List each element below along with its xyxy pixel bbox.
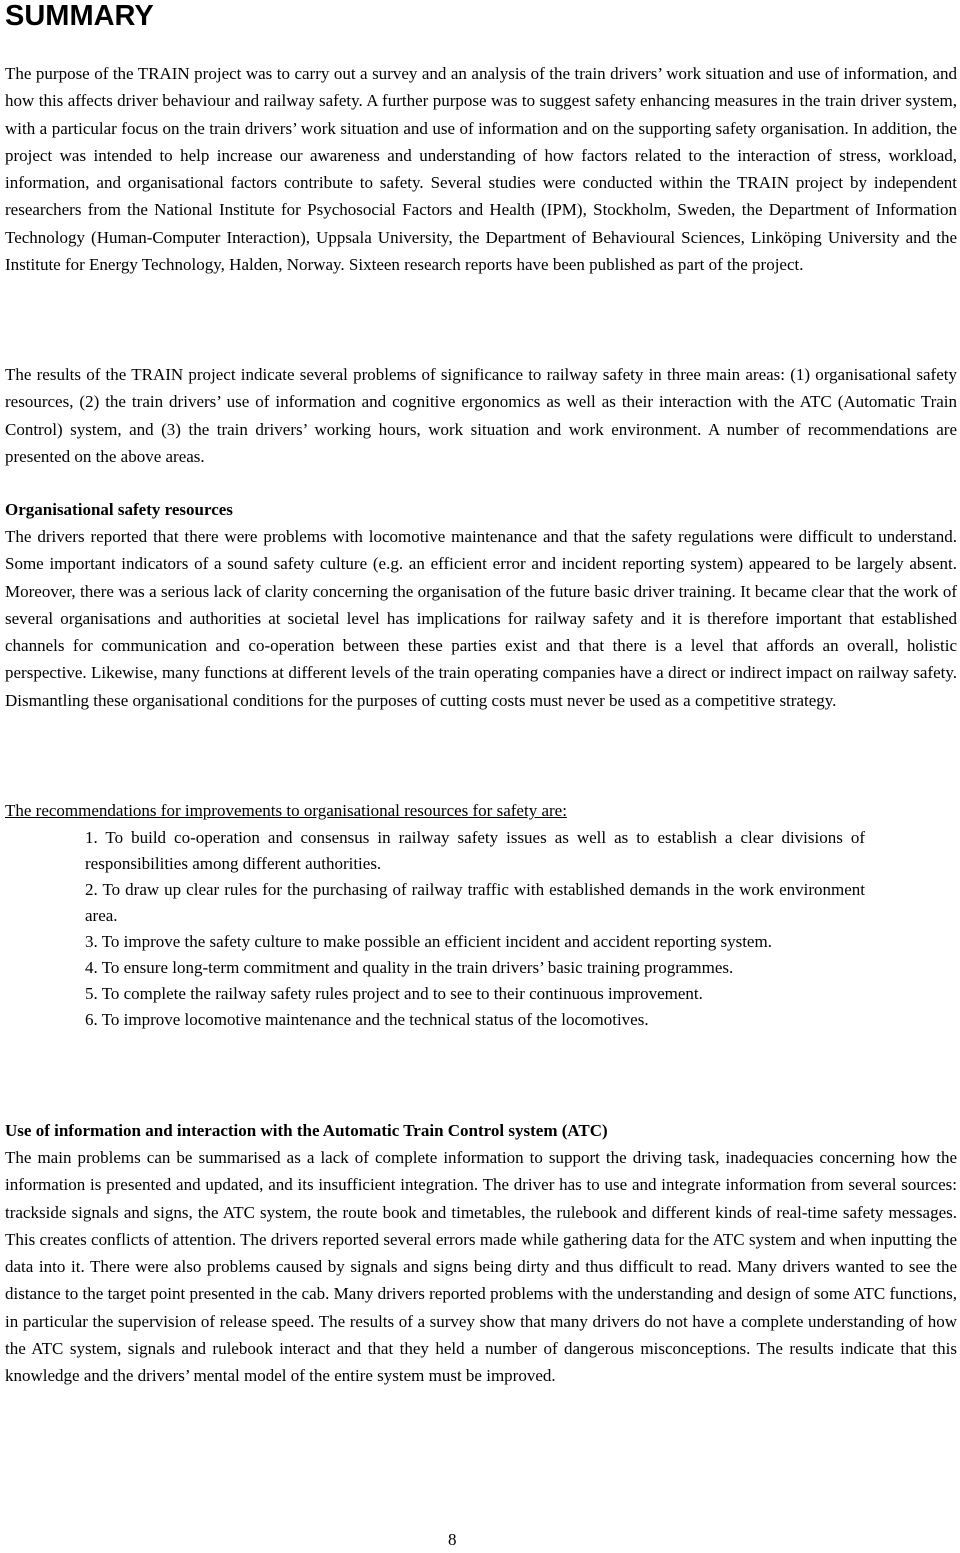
page-title: SUMMARY [5, 0, 154, 32]
recommendation-item: 3. To improve the safety culture to make possible an efficient incident and accident reporting system. [85, 932, 772, 951]
recommendations-list [85, 825, 865, 1033]
results-paragraph: The results of the TRAIN project indicate several problems of significance to railway safety in three main areas: (1) organisational safety resources, (2) the train drivers’ use of information and cognitive ergonomics as well as their interaction with the ATC (Automatic Train Control) system, and (3) the train drivers’ working hours, work situation and work environment. A number of recommendations are presented on the above areas. [5, 365, 957, 466]
recommendation-item: 6. To improve locomotive maintenance and the technical status of the locomotives. [85, 1010, 649, 1029]
recommendation-item: 1. To build co-operation and consensus in railway safety issues as well as to establish a clear divisions of responsibilities among different authorities. [85, 828, 865, 873]
organisational-paragraph: The drivers reported that there were problems with locomotive maintenance and that the safety regulations were difficult to understand. Some important indicators of a sound safety culture (e.g. an efficient error and incident reporting system) appeared to be largely absent. Moreover, there was a serious lack of clarity concerning the organisation of the future basic driver training. It became clear that the work of several organisations and authorities at societal level has implications for railway safety and it is therefore important that established channels for communication and co-operation between these parties exist and that there is a level that affords an overall, holistic perspective. Likewise, many functions at different levels of the train operating companies have a direct or indirect impact on railway safety. Dismantling these organisational conditions for the purposes of cutting costs must never be used as a competitive strategy. [5, 527, 957, 710]
intro-paragraph: The purpose of the TRAIN project was to carry out a survey and an analysis of the train drivers’ work situation and use of information, and how this affects driver behaviour and railway safety. A further purpose was to suggest safety enhancing measures in the train driver system, with a particular focus on the train drivers’ work situation and use of information and on the supporting safety organisation. In addition, the project was intended to help increase our awareness and understanding of how factors related to the interaction of stress, workload, information, and organisational factors contribute to safety. Several studies were conducted within the TRAIN project by independent researchers from the National Institute for Psychosocial Factors and Health (IPM), Stockholm, Sweden, the Department of Information Technology (Human-Computer Interaction), Uppsala University, the Department of Behavioural Sciences, Linköping University and the Institute for Energy Technology, Halden, Norway. Sixteen research reports have been published as part of the project. [5, 64, 957, 275]
section-heading-organisational: Organisational safety resources [5, 500, 233, 519]
recommendation-item: 2. To draw up clear rules for the purchasing of railway traffic with established demands in the work environment area. [85, 880, 865, 925]
recommendation-item: 5. To complete the railway safety rules project and to see to their continuous improvement. [85, 984, 703, 1003]
recommendation-item: 4. To ensure long-term commitment and quality in the train drivers’ basic training programmes. [85, 958, 734, 977]
recommendations-heading: The recommendations for improvements to organisational resources for safety are: [5, 801, 567, 820]
page-number: 8 [448, 1530, 457, 1549]
section-heading-atc: Use of information and interaction with the Automatic Train Control system (ATC) [5, 1121, 608, 1140]
atc-paragraph: The main problems can be summarised as a lack of complete information to support the driving task, inadequacies concerning how the information is presented and updated, and its insufficient integration. The driver has to use and integrate information from several sources: trackside signals and signs, the ATC system, the route book and timetables, the rulebook and different kinds of real-time safety messages. This creates conflicts of attention. The drivers reported several errors made while gathering data for the ATC system and when inputting the data into it. There were also problems caused by signals and signs being dirty and thus difficult to read. Many drivers wanted to see the distance to the target point presented in the cab. Many drivers reported problems with the understanding and design of some ATC functions, in particular the supervision of release speed. The results of a survey show that many drivers do not have a complete understanding of how the ATC system, signals and rulebook interact and that they held a number of dangerous misconceptions. The results indicate that this knowledge and the drivers’ mental model of the entire system must be improved. [5, 1148, 957, 1386]
